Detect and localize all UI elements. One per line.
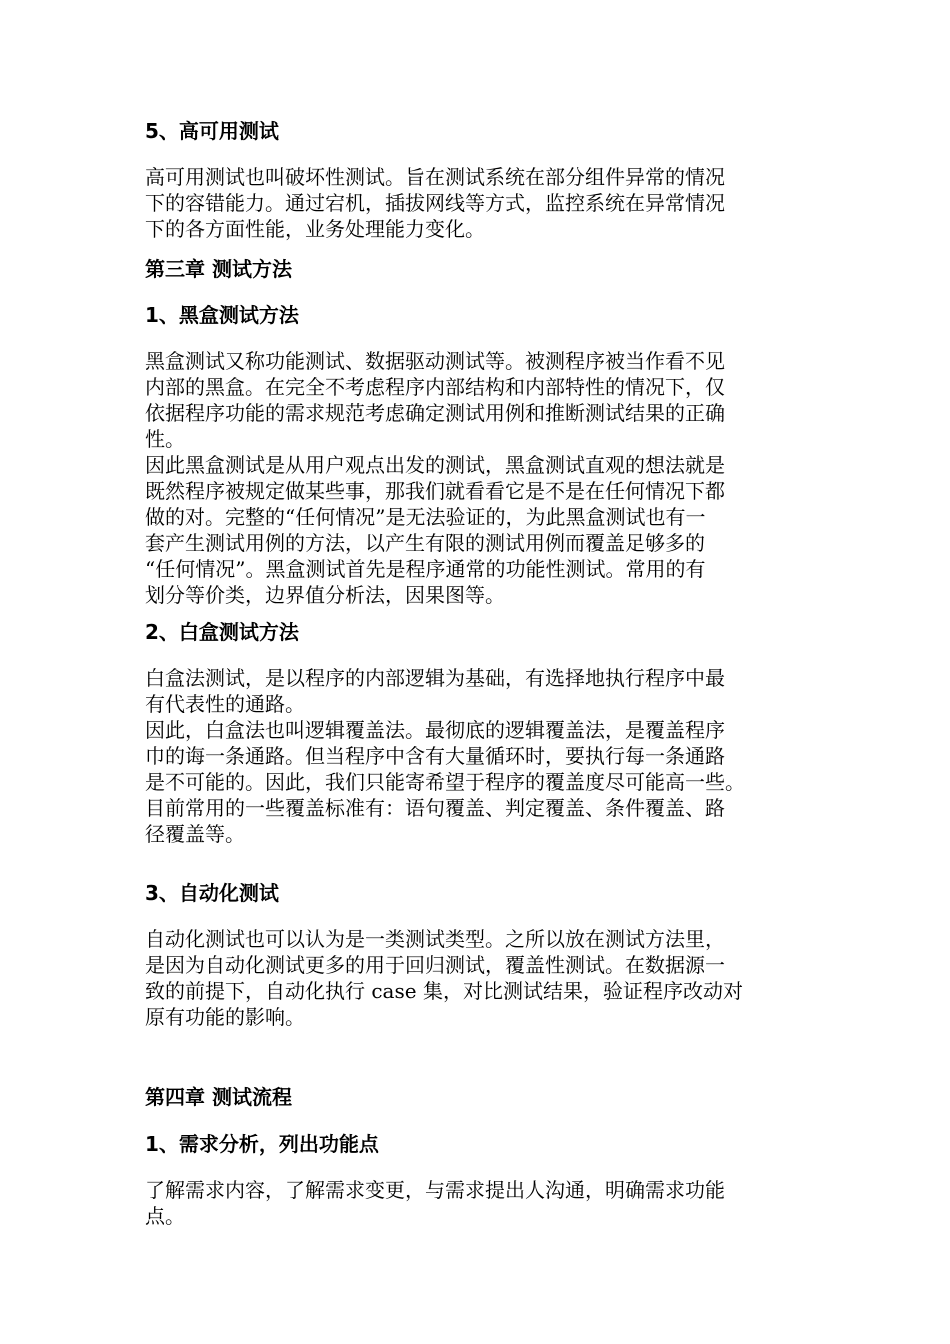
text-line: 内部的黑盒。在完全不考虑程序内部结构和内部特性的情况下，仅 [145, 375, 725, 399]
paragraph-requirements [145, 1177, 805, 1229]
text-line: 是不可能的。因此，我们只能寄希望于程序的覆盖度尽可能高一些。 [145, 770, 745, 794]
text-line: 下的容错能力。通过宕机，插拔网线等方式，监控系统在异常情况 [145, 191, 725, 215]
text-line: 是因为自动化测试更多的用于回归测试，覆盖性测试。在数据源一 [145, 953, 725, 977]
text-line: 下的各方面性能，业务处理能力变化。 [145, 217, 485, 241]
text-line: 有代表性的通路。 [145, 692, 305, 716]
text-line: 白盒法测试，是以程序的内部逻辑为基础，有选择地执行程序中最 [145, 666, 725, 690]
text-line: 点。 [145, 1204, 185, 1228]
chapter-heading-test-process: 第四章 测试流程 [145, 1085, 292, 1109]
text-line: 致的前提下，自动化执行 case 集，对比测试结果，验证程序改动对 [145, 979, 743, 1003]
paragraph-white-box [145, 665, 805, 847]
text-line: 原有功能的影响。 [145, 1005, 305, 1029]
paragraph-black-box [145, 348, 805, 608]
paragraph-high-availability [145, 164, 805, 242]
paragraph-automation [145, 926, 805, 1030]
section-heading-automation: 3、自动化测试 [145, 881, 279, 905]
text-line: 因此，白盒法也叫逻辑覆盖法。最彻底的逻辑覆盖法，是覆盖程序 [145, 718, 725, 742]
chapter-heading-test-methods: 第三章 测试方法 [145, 257, 292, 281]
text-line: 径覆盖等。 [145, 822, 245, 846]
text-line: 套产生测试用例的方法，以产生有限的测试用例而覆盖足够多的 [145, 531, 705, 555]
section-heading-black-box: 1、黑盒测试方法 [145, 303, 299, 327]
text-line: 自动化测试也可以认为是一类测试类型。之所以放在测试方法里， [145, 927, 725, 951]
section-heading-white-box: 2、白盒测试方法 [145, 620, 299, 644]
text-line: 了解需求内容，了解需求变更，与需求提出人沟通，明确需求功能 [145, 1178, 725, 1202]
text-line: 巾的诲一条通路。但当程序中含有大量循环时，要执行每一条通路 [145, 744, 725, 768]
text-line: 性。 [145, 427, 185, 451]
section-heading-requirements: 1、需求分析，列出功能点 [145, 1132, 379, 1156]
text-line: 高可用测试也叫破坏性测试。旨在测试系统在部分组件异常的情况 [145, 165, 725, 189]
section-heading-high-availability: 5、高可用测试 [145, 119, 279, 143]
text-line: 划分等价类，边界值分析法，因果图等。 [145, 583, 505, 607]
text-line: 目前常用的一些覆盖标准有：语句覆盖、判定覆盖、条件覆盖、路 [145, 796, 725, 820]
text-line: 既然程序被规定做某些事，那我们就看看它是不是在任何情况下都 [145, 479, 725, 503]
text-line: 因此黑盒测试是从用户观点出发的测试，黑盒测试直观的想法就是 [145, 453, 725, 477]
text-line: 做的对。完整的“任何情况”是无法验证的，为此黑盒测试也有一 [145, 505, 706, 529]
text-line: 黑盒测试又称功能测试、数据驱动测试等。被测程序被当作看不见 [145, 349, 725, 373]
text-line: “任何情况”。黑盒测试首先是程序通常的功能性测试。常用的有 [145, 557, 706, 581]
text-line: 依据程序功能的需求规范考虑确定测试用例和推断测试结果的正确 [145, 401, 725, 425]
